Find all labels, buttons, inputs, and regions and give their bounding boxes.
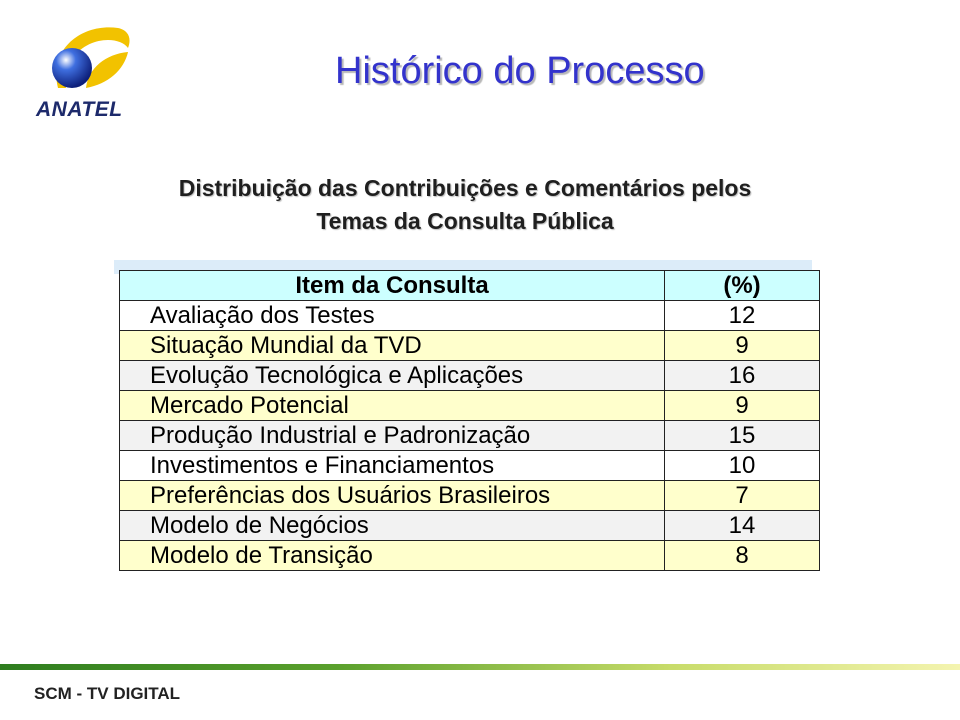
subtitle-line-2: Temas da Consulta Pública — [316, 208, 614, 234]
consultation-table — [119, 270, 820, 571]
footer-text: SCM - TV DIGITAL — [34, 684, 181, 703]
table-row — [120, 541, 820, 571]
row-item: Mercado Potencial — [120, 391, 665, 421]
table-row — [120, 391, 820, 421]
row-item: Produção Industrial e Padronização — [120, 421, 665, 451]
table-row — [120, 361, 820, 391]
row-percent: 16 — [665, 361, 820, 391]
page-title: Histórico do Processo — [335, 50, 705, 92]
table-header-row — [120, 271, 820, 301]
row-item: Preferências dos Usuários Brasileiros — [120, 481, 665, 511]
logo-text: ANATEL — [36, 98, 123, 121]
row-percent: 14 — [665, 511, 820, 541]
subtitle-line-1: Distribuição das Contribuições e Comentários pelos — [178, 175, 752, 201]
column-header-percent: (%) — [665, 271, 820, 301]
row-item: Modelo de Transição — [120, 541, 665, 571]
anatel-emblem-icon — [28, 18, 138, 100]
row-percent: 9 — [665, 391, 820, 421]
row-percent: 15 — [665, 421, 820, 451]
column-header-item: Item da Consulta — [120, 271, 665, 301]
row-percent: 10 — [665, 451, 820, 481]
row-item: Avaliação dos Testes — [120, 301, 665, 331]
table-row — [120, 331, 820, 361]
table-row — [120, 481, 820, 511]
subtitle — [0, 172, 930, 238]
row-percent: 7 — [665, 481, 820, 511]
row-percent: 9 — [665, 331, 820, 361]
table-row — [120, 451, 820, 481]
row-percent: 8 — [665, 541, 820, 571]
table-row — [120, 301, 820, 331]
row-item: Situação Mundial da TVD — [120, 331, 665, 361]
footer-divider — [0, 664, 960, 670]
row-percent: 12 — [665, 301, 820, 331]
row-item: Investimentos e Financiamentos — [120, 451, 665, 481]
table-row — [120, 421, 820, 451]
row-item: Evolução Tecnológica e Aplicações — [120, 361, 665, 391]
row-item: Modelo de Negócios — [120, 511, 665, 541]
anatel-logo — [28, 18, 138, 123]
table-row — [120, 511, 820, 541]
